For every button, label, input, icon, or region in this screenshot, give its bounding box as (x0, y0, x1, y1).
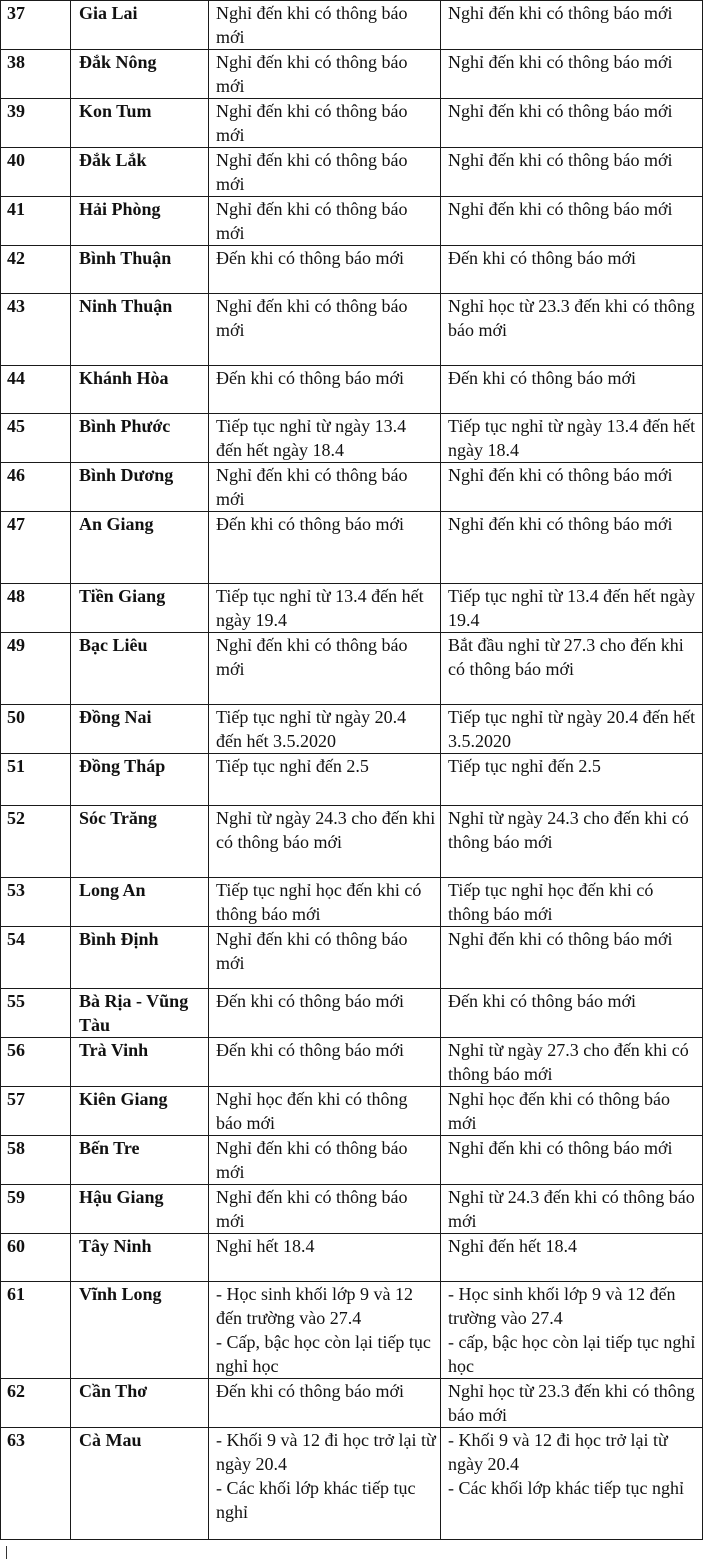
status-text: Nghỉ đến khi có thông báo mới (448, 52, 673, 72)
status-column-1 (209, 633, 441, 705)
province-name: Bình Thuận (71, 246, 209, 294)
status-text: Nghỉ đến khi có thông báo mới (216, 296, 408, 340)
status-text: Nghỉ đến khi có thông báo mới (448, 101, 673, 121)
status-text: Nghỉ học đến khi có thông báo mới (216, 1089, 408, 1133)
table-body (1, 1, 703, 1540)
status-text: Nghỉ đến khi có thông báo mới (216, 1187, 408, 1231)
table-row (1, 366, 703, 414)
status-text: Tiếp tục nghỉ từ ngày 20.4 đến hết 3.5.2020 (216, 707, 407, 751)
status-text: Tiếp tục nghỉ từ ngày 13.4 đến hết ngày 18.4 (448, 416, 696, 460)
province-name: Gia Lai (71, 1, 209, 50)
province-name: Vĩnh Long (71, 1282, 209, 1379)
table-row (1, 633, 703, 705)
table-row (1, 584, 703, 633)
row-number: 48 (1, 584, 71, 633)
status-column-1 (209, 1087, 441, 1136)
row-number: 63 (1, 1428, 71, 1540)
row-number: 46 (1, 463, 71, 512)
status-column-1 (209, 927, 441, 989)
status-column-2 (441, 1136, 703, 1185)
status-column-2 (441, 1234, 703, 1282)
status-column-2 (441, 294, 703, 366)
status-text: Tiếp tục nghỉ từ ngày 13.4 đến hết ngày 18.4 (216, 416, 407, 460)
status-text: Đến khi có thông báo mới (216, 1381, 404, 1401)
row-number: 55 (1, 989, 71, 1038)
status-column-1 (209, 50, 441, 99)
status-text: Nghỉ đến khi có thông báo mới (216, 199, 408, 243)
table-row (1, 99, 703, 148)
table-row (1, 1038, 703, 1087)
table-row (1, 806, 703, 878)
status-text: Đến khi có thông báo mới (216, 248, 404, 268)
table-row (1, 1087, 703, 1136)
status-text: - Các khối lớp khác tiếp tục nghỉ (448, 1478, 684, 1498)
province-name: Tiền Giang (71, 584, 209, 633)
status-text: Đến khi có thông báo mới (448, 248, 636, 268)
table-row (1, 414, 703, 463)
status-column-2 (441, 878, 703, 927)
status-text: Nghỉ đến khi có thông báo mới (448, 150, 673, 170)
status-text: - Khối 9 và 12 đi học trở lại từ ngày 20.4 (216, 1430, 436, 1474)
table-row (1, 1, 703, 50)
status-text: Tiếp tục nghỉ đến 2.5 (448, 756, 601, 776)
table-row (1, 1185, 703, 1234)
row-number: 41 (1, 197, 71, 246)
status-column-2 (441, 927, 703, 989)
status-text: Nghỉ đến khi có thông báo mới (448, 514, 673, 534)
status-text: Nghỉ từ ngày 24.3 cho đến khi có thông báo mới (216, 808, 436, 852)
status-text: Nghỉ từ ngày 27.3 cho đến khi có thông báo mới (448, 1040, 689, 1084)
status-column-2 (441, 463, 703, 512)
status-text: Tiếp tục nghỉ đến 2.5 (216, 756, 369, 776)
row-number: 43 (1, 294, 71, 366)
status-text: Tiếp tục nghỉ từ ngày 20.4 đến hết 3.5.2020 (448, 707, 696, 751)
row-number: 53 (1, 878, 71, 927)
row-number: 37 (1, 1, 71, 50)
row-number: 51 (1, 754, 71, 806)
province-name: Hậu Giang (71, 1185, 209, 1234)
row-number: 39 (1, 99, 71, 148)
status-text: Tiếp tục nghỉ học đến khi có thông báo mới (448, 880, 654, 924)
status-text: Nghỉ hết 18.4 (216, 1236, 315, 1256)
status-column-2 (441, 1, 703, 50)
province-name: Long An (71, 878, 209, 927)
status-column-1 (209, 1234, 441, 1282)
status-column-2 (441, 1185, 703, 1234)
province-name: Kiên Giang (71, 1087, 209, 1136)
table-row (1, 148, 703, 197)
province-name: Khánh Hòa (71, 366, 209, 414)
row-number: 44 (1, 366, 71, 414)
table-row (1, 1379, 703, 1428)
row-number: 47 (1, 512, 71, 584)
status-text: Nghỉ đến khi có thông báo mới (448, 1138, 673, 1158)
status-text: Nghỉ đến khi có thông báo mới (216, 929, 408, 973)
province-name: Bạc Liêu (71, 633, 209, 705)
province-name: Hải Phòng (71, 197, 209, 246)
status-column-2 (441, 197, 703, 246)
status-text: Tiếp tục nghỉ từ 13.4 đến hết ngày 19.4 (448, 586, 696, 630)
status-column-1 (209, 1282, 441, 1379)
row-number: 45 (1, 414, 71, 463)
status-column-1 (209, 1185, 441, 1234)
status-text: - cấp, bậc học còn lại tiếp tục nghỉ học (448, 1332, 696, 1376)
province-name: Cần Thơ (71, 1379, 209, 1428)
status-text: Đến khi có thông báo mới (448, 991, 636, 1011)
status-column-1 (209, 148, 441, 197)
status-column-2 (441, 1087, 703, 1136)
table-row (1, 927, 703, 989)
status-column-2 (441, 99, 703, 148)
status-text: Đến khi có thông báo mới (216, 991, 404, 1011)
province-name: Đắk Nông (71, 50, 209, 99)
province-name: Bà Rịa - Vũng Tàu (71, 989, 209, 1038)
status-column-2 (441, 806, 703, 878)
status-column-1 (209, 512, 441, 584)
status-text: Tiếp tục nghỉ từ 13.4 đến hết ngày 19.4 (216, 586, 424, 630)
status-column-1 (209, 1, 441, 50)
status-column-2 (441, 1379, 703, 1428)
status-text: Nghỉ đến khi có thông báo mới (216, 465, 408, 509)
status-column-1 (209, 1136, 441, 1185)
status-column-1 (209, 366, 441, 414)
row-number: 49 (1, 633, 71, 705)
status-text: Nghỉ đến khi có thông báo mới (216, 635, 408, 679)
status-text: Nghỉ đến khi có thông báo mới (448, 929, 673, 949)
status-text: Nghỉ học đến khi có thông báo mới (448, 1089, 670, 1133)
status-text: Nghỉ đến khi có thông báo mới (216, 3, 408, 47)
status-text: Nghỉ đến khi có thông báo mới (216, 150, 408, 194)
page-edge-mark (6, 1546, 7, 1559)
table-row (1, 1428, 703, 1540)
table-row (1, 878, 703, 927)
province-name: Đắk Lắk (71, 148, 209, 197)
table-row (1, 294, 703, 366)
status-text: Đến khi có thông báo mới (448, 368, 636, 388)
status-text: Nghỉ đến khi có thông báo mới (448, 199, 673, 219)
status-text: Nghỉ đến khi có thông báo mới (448, 465, 673, 485)
status-text: Nghỉ đến hết 18.4 (448, 1236, 577, 1256)
status-text: Nghỉ đến khi có thông báo mới (448, 3, 673, 23)
province-name: Bình Định (71, 927, 209, 989)
status-column-1 (209, 1038, 441, 1087)
table-row (1, 463, 703, 512)
status-column-1 (209, 1428, 441, 1540)
table-row (1, 246, 703, 294)
row-number: 61 (1, 1282, 71, 1379)
row-number: 40 (1, 148, 71, 197)
status-column-1 (209, 878, 441, 927)
status-column-2 (441, 1282, 703, 1379)
table-row (1, 197, 703, 246)
status-text: Đến khi có thông báo mới (216, 1040, 404, 1060)
province-name: Bình Phước (71, 414, 209, 463)
province-name: An Giang (71, 512, 209, 584)
status-text: Nghỉ học từ 23.3 đến khi có thông báo mới (448, 1381, 695, 1425)
status-text: Bắt đầu nghỉ từ 27.3 cho đến khi có thông báo mới (448, 635, 684, 679)
status-column-2 (441, 1428, 703, 1540)
status-column-1 (209, 414, 441, 463)
status-text: - Cấp, bậc học còn lại tiếp tục nghỉ học (216, 1332, 431, 1376)
province-name: Sóc Trăng (71, 806, 209, 878)
row-number: 62 (1, 1379, 71, 1428)
table-row (1, 989, 703, 1038)
status-column-2 (441, 584, 703, 633)
status-column-1 (209, 754, 441, 806)
status-text: Nghỉ đến khi có thông báo mới (216, 101, 408, 145)
status-column-1 (209, 989, 441, 1038)
row-number: 59 (1, 1185, 71, 1234)
province-name: Đồng Nai (71, 705, 209, 754)
status-column-2 (441, 246, 703, 294)
row-number: 38 (1, 50, 71, 99)
status-text: Đến khi có thông báo mới (216, 514, 404, 534)
status-text: - Khối 9 và 12 đi học trở lại từ ngày 20.4 (448, 1430, 668, 1474)
status-text: - Học sinh khối lớp 9 và 12 đến trường vào 27.4 (216, 1284, 413, 1328)
status-column-2 (441, 512, 703, 584)
status-text: Tiếp tục nghỉ học đến khi có thông báo mới (216, 880, 422, 924)
status-column-1 (209, 99, 441, 148)
table-row (1, 50, 703, 99)
province-name: Ninh Thuận (71, 294, 209, 366)
table-row (1, 512, 703, 584)
row-number: 58 (1, 1136, 71, 1185)
table-row (1, 754, 703, 806)
row-number: 54 (1, 927, 71, 989)
status-column-1 (209, 197, 441, 246)
status-column-1 (209, 463, 441, 512)
row-number: 50 (1, 705, 71, 754)
table-row (1, 705, 703, 754)
status-column-1 (209, 246, 441, 294)
status-text: - Các khối lớp khác tiếp tục nghỉ (216, 1478, 416, 1522)
row-number: 56 (1, 1038, 71, 1087)
table-row (1, 1282, 703, 1379)
status-text: Nghỉ từ 24.3 đến khi có thông báo mới (448, 1187, 695, 1231)
status-text: Nghỉ từ ngày 24.3 cho đến khi có thông báo mới (448, 808, 689, 852)
table-row (1, 1136, 703, 1185)
status-column-2 (441, 414, 703, 463)
status-column-2 (441, 148, 703, 197)
status-column-2 (441, 50, 703, 99)
status-column-1 (209, 1379, 441, 1428)
province-name: Cà Mau (71, 1428, 209, 1540)
province-name: Kon Tum (71, 99, 209, 148)
status-column-2 (441, 989, 703, 1038)
row-number: 52 (1, 806, 71, 878)
province-name: Bến Tre (71, 1136, 209, 1185)
status-column-1 (209, 294, 441, 366)
status-text: Đến khi có thông báo mới (216, 368, 404, 388)
row-number: 42 (1, 246, 71, 294)
province-name: Trà Vinh (71, 1038, 209, 1087)
row-number: 60 (1, 1234, 71, 1282)
status-column-2 (441, 366, 703, 414)
status-column-2 (441, 754, 703, 806)
province-name: Bình Dương (71, 463, 209, 512)
status-text: Nghỉ học từ 23.3 đến khi có thông báo mới (448, 296, 695, 340)
status-column-1 (209, 806, 441, 878)
province-name: Đồng Tháp (71, 754, 209, 806)
status-text: Nghỉ đến khi có thông báo mới (216, 52, 408, 96)
table-row (1, 1234, 703, 1282)
status-column-1 (209, 705, 441, 754)
row-number: 57 (1, 1087, 71, 1136)
status-text: - Học sinh khối lớp 9 và 12 đến trường vào 27.4 (448, 1284, 676, 1328)
status-column-1 (209, 584, 441, 633)
status-column-2 (441, 705, 703, 754)
province-name: Tây Ninh (71, 1234, 209, 1282)
status-text: Nghỉ đến khi có thông báo mới (216, 1138, 408, 1182)
status-column-2 (441, 633, 703, 705)
status-column-2 (441, 1038, 703, 1087)
